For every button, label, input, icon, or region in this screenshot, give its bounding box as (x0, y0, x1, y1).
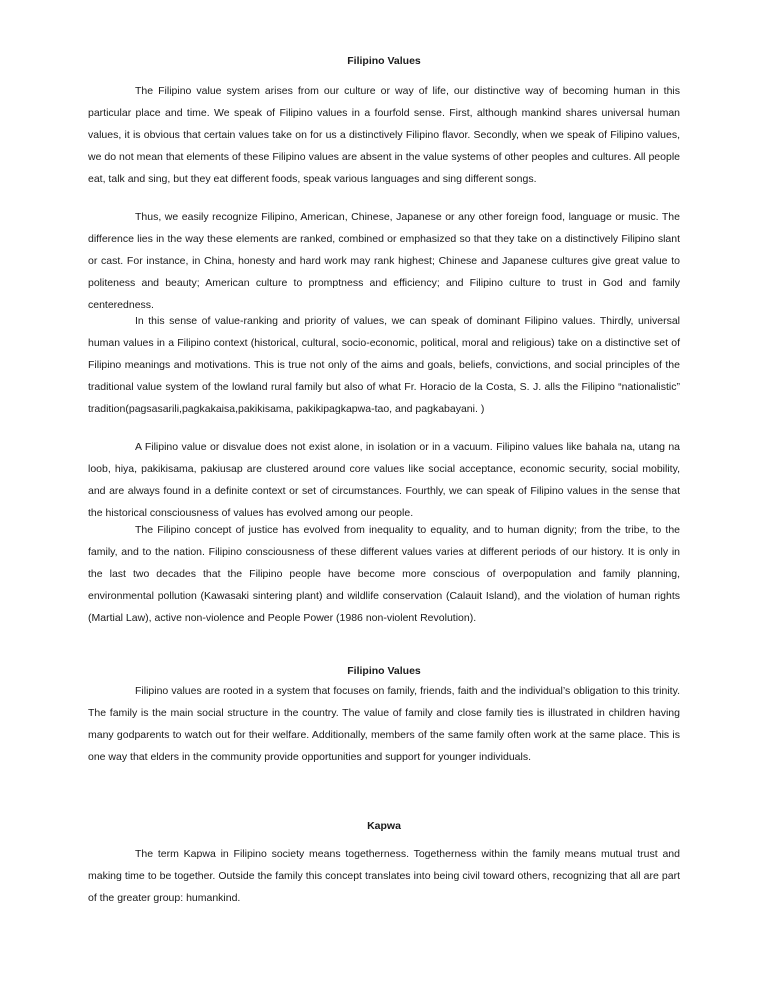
paragraph-concept-of-justice: The Filipino concept of justice has evolved from inequality to equality, and to human dignity; from the tribe, to the family, and to the nation. Filipino consciousness of these different values varies at different periods of our history. It is only in the last two decades that the Filipino people have become more conscious of overpopulation and family planning, environmental pollution (Kawasaki sintering plant) and wildlife conservation (Calauit Island), and the violation of human rights (Martial Law), active non-violence and People Power (1986 non-violent Revolution). (88, 524, 680, 624)
paragraph-value-system: The Filipino value system arises from our culture or way of life, our distinctive way of becoming human in this particular place and time. We speak of Filipino values in a fourfold sense. First, although mankind shares universal human values, it is obvious that certain values take on for us a distinctively Filipino flavor. Secondly, when we speak of Filipino values, we do not mean that elements of these Filipino values are absent in the value systems of other peoples and cultures. All people eat, talk and sing, but they eat different foods, speak various languages and sing different songs. (88, 85, 680, 185)
paragraph-value-ranking-examples: Thus, we easily recognize Filipino, American, Chinese, Japanese or any other foreign food, language or music. The difference lies in the way these elements are ranked, combined or emphasized so that they take on a distinctively Filipino slant or cast. For instance, in China, honesty and hard work may rank highest; Chinese and Japanese cultures give great value to politeness and beauty; American culture to promptness and efficiency; and Filipino culture to trust in God and family centeredness. (88, 211, 680, 311)
section-heading-filipino-values-2: Filipino Values (347, 665, 421, 677)
section-heading-filipino-values: Filipino Values (347, 55, 421, 67)
paragraph-value-clusters: A Filipino value or disvalue does not exist alone, in isolation or in a vacuum. Filipino values like bahala na, utang na loob, hiya, pakikisama, pakiusap are clustered around core values like social acceptance, economic security, social mobility, and are always found in a definite context or set of circumstances. Fourthly, we can speak of Filipino values in the sense that the historical consciousness of values has evolved among our people. (88, 441, 680, 519)
paragraph-kapwa-togetherness: The term Kapwa in Filipino society means togetherness. Togetherness within the family means mutual trust and making time to be together. Outside the family this concept translates into being civil toward others, recognizing that all are part of the greater group: humankind. (88, 848, 680, 904)
paragraph-family-friends-faith: Filipino values are rooted in a system that focuses on family, friends, faith and the individual’s obligation to this trinity. The family is the main social structure in the country. The value of family and close family ties is illustrated in children having many godparents to watch out for their welfare. Additionally, members of the same family often work at the same place. This is one way that elders in the community provide opportunities and support for younger individuals. (88, 685, 680, 763)
section-heading-kapwa: Kapwa (367, 820, 401, 832)
paragraph-dominant-values: In this sense of value-ranking and priority of values, we can speak of dominant Filipino values. Thirdly, universal human values in a Filipino context (historical, cultural, socio-economic, political, moral and religious) take on a distinctive set of Filipino meanings and motivations. This is true not only of the aims and goals, beliefs, convictions, and social principles of the traditional value system of the lowland rural family but also of what Fr. Horacio de la Costa, S. J. alls the Filipino “nationalistic” tradition(pagsasarili,pagkakaisa,pakikisama, pakikipagkapwa-tao, and pagkabayani. ) (88, 315, 680, 415)
